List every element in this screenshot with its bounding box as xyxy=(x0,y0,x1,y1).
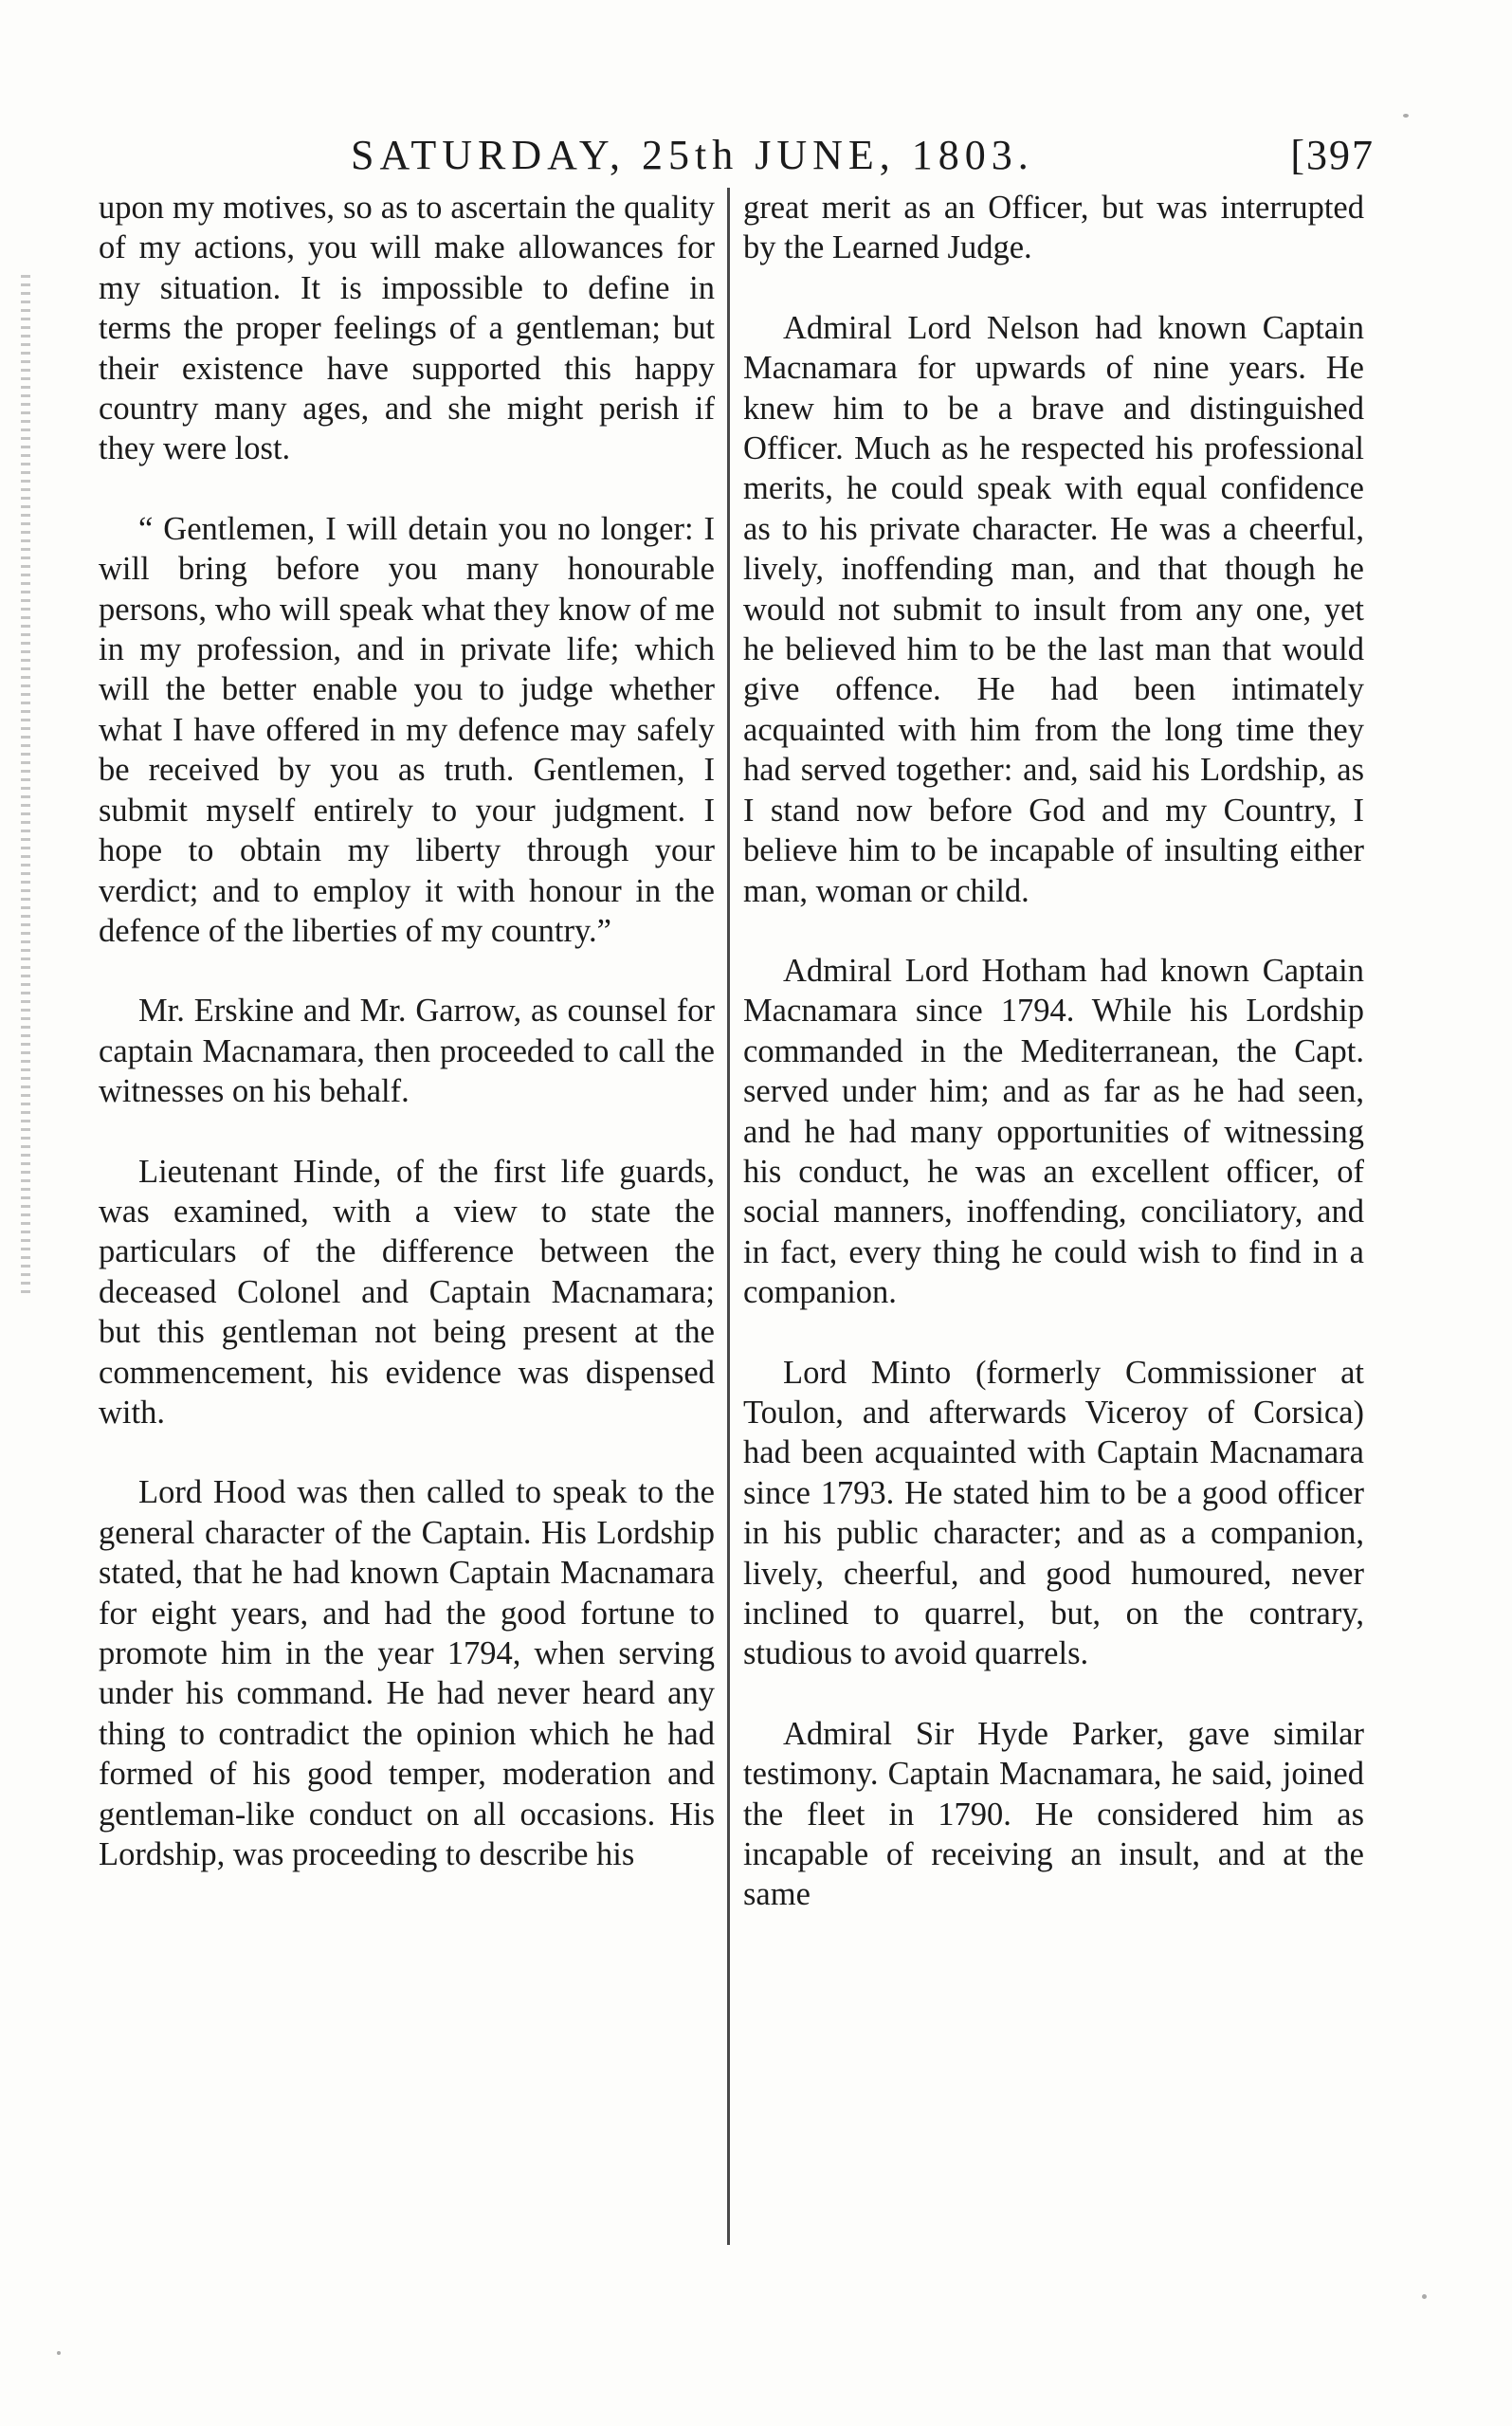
scan-edge-artifact xyxy=(21,275,30,1299)
right-paragraph-5: Admiral Sir Hyde Parker, gave similar testimony. Captain Macnamara, he said, joined the fleet in 1790. He considered him as incapable of receiving an insult, and at the same xyxy=(743,1715,1364,1913)
left-paragraph-5: Lord Hood was then called to speak to the general character of the Captain. His Lordship stated, that he had known Captain Macnamara for eight years, and had the good fortune to promote him in the year 1794, when serving under his command. He had never heard any thing to contradict the opinion which he had formed of his good temper, moderation and gentleman-like conduct on all occasions. His Lordship, was proceeding to describe his xyxy=(99,1474,715,1873)
right-paragraph-2: Admiral Lord Nelson had known Captain Macnamara for upwards of nine years. He knew him to be a brave and distinguished Officer. Much as he respected his professional merits, he could speak with equal confidence as to his private character. He was a cheerful, lively, inoffending man, and that though he would not submit to insult from any one, yet he believed him to be the last man that would give offence. He had been intimately acquainted with him from the long time they had served together: and, said his Lordship, as I stand now before God and my Country, I believe him to be incapable of insulting either man, woman or child. xyxy=(743,309,1364,909)
right-paragraph-1: great merit as an Officer, but was interrupted by the Learned Judge. xyxy=(743,190,1364,266)
page-number: [397 xyxy=(1290,132,1375,178)
left-paragraph-2: “ Gentlemen, I will detain you no longer: I will bring before you many honourable persons, who will speak what they know of me in my profession, and in private life; which will the better enable you to judge whether what I have offered in my defence may safely be received by you as truth. Gentlemen, I submit myself entirely to your judgment. I hope to obtain my liberty through your verdict; and to employ it with honour in the defence of the liberties of my country.” xyxy=(99,510,715,949)
right-paragraph-3: Admiral Lord Hotham had known Captain Macnamara since 1794. While his Lordship commanded in the Mediterranean, the Capt. served under him; and as far as he had seen, and he had many opportunities of witnessing his conduct, he was an excellent officer, of social manners, inoffending, conciliatory, and in fact, every thing he could wish to find in a companion. xyxy=(743,952,1364,1311)
right-paragraph-4: Lord Minto (formerly Commissioner at Toulon, and afterwards Viceroy of Corsica) had been acquainted with Captain Macnamara since 1793. He stated him to be a good officer in his public character; and as a companion, lively, cheerful, and good humoured, never inclined to quarrel, but, on the contrary, studious to avoid quarrels. xyxy=(743,1354,1364,1672)
left-column xyxy=(99,188,715,1874)
column-divider xyxy=(727,188,730,2245)
left-paragraph-4: Lieutenant Hinde, of the first life guards, was examined, with a view to state the particulars of the difference between the deceased Colonel and Captain Macnamara; but this gentleman not being present at the commencement, his evidence was dispensed with. xyxy=(99,1153,715,1431)
left-paragraph-1: upon my motives, so as to ascertain the quality of my actions, you will make allowances for my situation. It is impossible to define in terms the proper feelings of a gentleman; but their existence have supported this happy country many ages, and she might perish if they were lost. xyxy=(99,190,715,467)
scan-speck xyxy=(1422,2294,1427,2299)
scan-speck xyxy=(57,2351,61,2355)
page-header xyxy=(351,131,1375,188)
right-column xyxy=(743,188,1364,1915)
scan-speck xyxy=(1403,114,1409,118)
left-paragraph-3: Mr. Erskine and Mr. Garrow, as counsel for captain Macnamara, then proceeded to call the witnesses on his behalf. xyxy=(99,993,715,1110)
running-head: SATURDAY, 25th JUNE, 1803. xyxy=(351,132,1034,178)
